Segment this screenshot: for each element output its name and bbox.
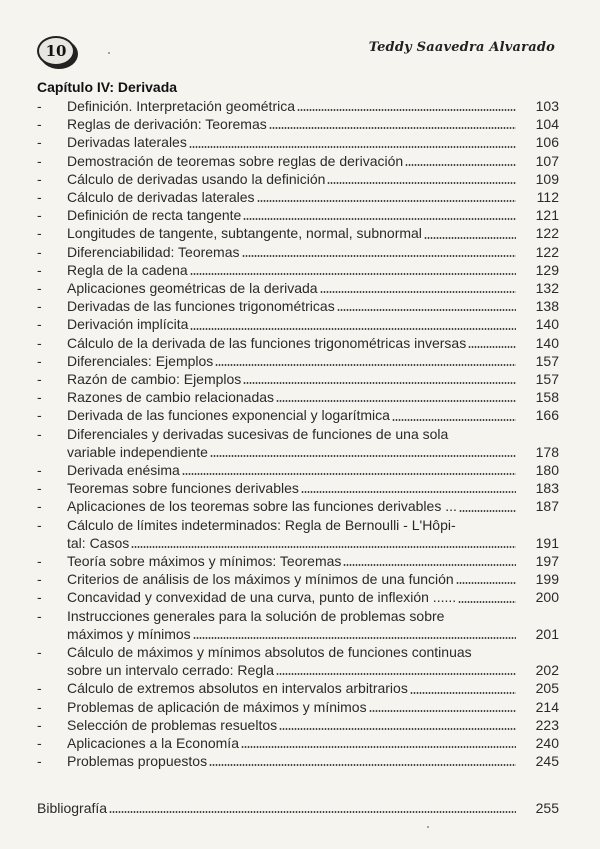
toc-entry-page: 202 [535, 662, 559, 679]
toc-entry-title: Razones de cambio relacionadas [67, 389, 275, 406]
toc-entry [37, 388, 559, 406]
toc-entry [37, 352, 559, 370]
toc-entry [37, 261, 559, 279]
toc-entry-title: Cálculo de máximos y mínimos absolutos de funciones continuas [67, 643, 472, 660]
toc-entry-title: Selección de problemas resueltos [67, 716, 278, 733]
page-number-badge [37, 36, 75, 66]
toc-entry [37, 607, 559, 643]
toc-entry [37, 206, 559, 224]
toc-entry-page: 187 [535, 498, 559, 515]
toc-entry-title: Aplicaciones geométricas de la derivada [67, 280, 318, 297]
bullet-dash: - [37, 644, 42, 660]
dot-leader [456, 582, 516, 584]
dot-leader [276, 673, 516, 675]
toc-entry-page: 106 [535, 134, 559, 151]
bullet-dash: - [37, 389, 42, 406]
toc-entry-page: 104 [535, 116, 559, 133]
dot-leader [241, 746, 516, 748]
dot-leader [131, 546, 516, 548]
bullet-dash: - [37, 734, 42, 751]
dot-leader [190, 328, 516, 330]
bullet-dash: - [37, 371, 42, 388]
bullet-dash: - [37, 316, 42, 333]
bullet-dash: - [37, 698, 42, 715]
page-number: 10 [45, 42, 67, 60]
toc-entry-title: Cálculo de derivadas usando la definición [67, 170, 326, 187]
toc-entry-page: 199 [535, 571, 559, 588]
dot-leader [279, 728, 516, 730]
toc-entry [37, 643, 559, 679]
toc-entry-title: Aplicaciones a la Economía [67, 734, 239, 751]
toc-entry-title: Definición de recta tangente [67, 207, 242, 224]
bullet-dash: - [37, 280, 42, 297]
dot-leader [327, 182, 516, 184]
chapter-title: Capítulo IV: Derivada [37, 79, 178, 95]
toc-entry [37, 315, 559, 333]
bullet-dash: - [37, 753, 42, 770]
dot-leader [343, 564, 516, 566]
bullet-dash: - [37, 553, 42, 570]
toc-entry-title: Derivada de las funciones exponencial y logarítmica [67, 407, 390, 424]
toc-entry-title: Instrucciones generales para la solución de problemas sobre [67, 607, 445, 624]
toc-entry-page: 245 [535, 753, 559, 770]
toc-entry-page: 121 [535, 207, 559, 224]
dot-leader [210, 455, 516, 457]
toc-entry [37, 170, 559, 188]
toc-entry-title: Cálculo de derivadas laterales [67, 189, 255, 205]
toc-entry [37, 716, 559, 734]
toc-entry-page: 178 [535, 443, 559, 460]
toc-entry [37, 570, 559, 588]
toc-entry-title: sobre un intervalo cerrado: Regla [67, 662, 275, 679]
toc-entry-page: 158 [535, 389, 559, 406]
toc-entry-page: 197 [535, 553, 559, 569]
bullet-dash: - [37, 680, 42, 697]
dot-leader [410, 692, 516, 694]
dot-leader [276, 400, 516, 402]
toc-entry [37, 516, 559, 552]
dot-leader [189, 146, 516, 148]
dot-leader [337, 309, 516, 311]
dot-leader [243, 382, 516, 384]
bullet-dash: - [37, 462, 42, 479]
dot-leader [182, 473, 516, 475]
toc-entry-title: Problemas de aplicación de máximos y mínimos [67, 698, 367, 715]
bullet-dash: - [37, 207, 42, 224]
toc-entry-page: 157 [535, 371, 559, 388]
toc-entry [37, 243, 559, 261]
toc-entry-title: Aplicaciones de los teoremas sobre las funciones derivables ... [67, 498, 457, 515]
toc-entry-title: Razón de cambio: Ejemplos [67, 371, 242, 388]
bullet-dash: - [37, 516, 42, 533]
toc-entry-page: 183 [535, 480, 559, 497]
toc-entry [37, 334, 559, 352]
toc-entry-title: Reglas de derivación: Teoremas [67, 116, 267, 133]
dot-leader [257, 200, 516, 202]
toc-entry [37, 497, 559, 515]
dot-leader [193, 637, 516, 639]
toc-entry [37, 461, 559, 479]
paper-speck [427, 826, 429, 828]
toc-entry-title: variable independiente [67, 443, 208, 460]
toc-entry-page: 214 [535, 698, 559, 715]
dot-leader [458, 601, 516, 603]
bullet-dash: - [37, 334, 42, 351]
toc-entry-title: Derivadas de las funciones trigonométricas [67, 298, 335, 315]
bullet-dash: - [37, 498, 42, 515]
toc-entry [37, 97, 559, 115]
toc-entry-title: Diferenciales y derivadas sucesivas de funciones de una sola [67, 425, 449, 442]
dot-leader [405, 164, 516, 166]
toc-entry-title: Derivada enésima [67, 462, 180, 479]
toc-entry-page: 201 [535, 625, 559, 642]
author-name: Teddy Saavedra Alvarado [368, 40, 555, 55]
dot-leader [109, 811, 516, 813]
toc-entry-title: Cálculo de la derivada de las funciones trigonométricas inversas [67, 334, 467, 351]
bullet-dash: - [37, 571, 42, 588]
toc-entry-title: Criterios de análisis de los máximos y mínimos de una función [67, 571, 454, 588]
toc-entry [37, 752, 559, 770]
paper-speck [108, 52, 110, 54]
toc-entry-page: 240 [535, 734, 559, 751]
toc-entry-page: 166 [535, 407, 559, 424]
bibliography-entry [37, 799, 559, 817]
toc-entry-page: 112 [536, 189, 559, 205]
toc-entry-title: Demostración de teoremas sobre reglas de derivación [67, 152, 404, 169]
bullet-dash: - [37, 589, 42, 606]
toc-entry-title: Concavidad y convexidad de una curva, punto de inflexión ...... [67, 589, 457, 606]
toc-entry-page: 140 [535, 316, 559, 333]
toc-entry-title: máximos y mínimos [67, 625, 191, 642]
toc-entry [37, 425, 559, 461]
toc-entry [37, 133, 559, 151]
dot-leader [209, 764, 516, 766]
bullet-dash: - [37, 134, 42, 151]
toc-entry-page: 180 [535, 462, 559, 479]
toc-entry-page: 103 [535, 97, 559, 114]
dot-leader [297, 109, 516, 111]
toc-entry-page: 109 [535, 170, 559, 187]
toc-entry-page: 205 [535, 680, 559, 697]
bullet-dash: - [37, 298, 42, 315]
bullet-dash: - [37, 152, 42, 169]
bullet-dash: - [37, 425, 42, 442]
toc-entry-page: 157 [535, 352, 559, 369]
toc-entry-title: Teoría sobre máximos y mínimos: Teoremas [67, 553, 342, 569]
bullet-dash: - [37, 407, 42, 424]
toc-entry-title: Derivadas laterales [67, 134, 187, 151]
bibliography-label: Bibliografía [37, 799, 108, 816]
dot-leader [301, 491, 516, 493]
bullet-dash: - [37, 116, 42, 133]
dot-leader [320, 291, 516, 293]
toc-entry-title: Longitudes de tangente, subtangente, normal, subnormal [67, 225, 422, 242]
toc-entry [37, 679, 559, 697]
bullet-dash: - [37, 716, 42, 733]
bullet-dash: - [37, 98, 42, 114]
toc-entry [37, 698, 559, 716]
dot-leader [243, 218, 516, 220]
toc-entry [37, 115, 559, 133]
toc-entry-title: Cálculo de límites indeterminados: Regla de Bernoulli - L'Hôpi- [67, 516, 456, 533]
toc-entry [37, 297, 559, 315]
toc-entry-page: 107 [535, 152, 559, 169]
dot-leader [459, 510, 516, 512]
bullet-dash: - [37, 243, 42, 260]
toc-entry-title: Regla de la cadena [67, 261, 188, 278]
toc-entry [37, 370, 559, 388]
toc-entry [37, 588, 559, 606]
dot-leader [468, 346, 516, 348]
bullet-dash: - [37, 225, 42, 242]
toc-entry-page: 122 [535, 225, 559, 242]
bullet-dash: - [37, 352, 42, 369]
toc-entry-page: 132 [535, 280, 559, 297]
bibliography-page: 255 [535, 799, 559, 816]
toc-entry-title: Teoremas sobre funciones derivables [67, 480, 299, 497]
dot-leader [215, 364, 516, 366]
toc-entry-title: Diferenciabilidad: Teoremas [67, 243, 240, 260]
toc-entry-page: 138 [535, 298, 559, 315]
toc-entry [37, 188, 559, 206]
toc-entry-page: 129 [535, 261, 559, 278]
toc-entry-title: tal: Casos [67, 534, 130, 551]
toc-entry-page: 191 [535, 534, 559, 551]
toc-entry-page: 122 [535, 243, 559, 260]
toc-entry [37, 734, 559, 752]
dot-leader [190, 273, 516, 275]
bullet-dash: - [37, 170, 42, 187]
bullet-dash: - [37, 261, 42, 278]
toc-entry [37, 406, 559, 424]
dot-leader [369, 710, 516, 712]
toc-entry [37, 552, 559, 570]
toc-entry [37, 152, 559, 170]
toc-entry-page: 200 [535, 589, 559, 606]
dot-leader [392, 419, 516, 421]
bullet-dash: - [37, 189, 42, 206]
bullet-dash: - [37, 607, 42, 624]
dot-leader [269, 127, 516, 129]
toc-entry-page: 223 [535, 716, 559, 733]
toc-entry-title: Derivación implícita [67, 316, 189, 333]
dot-leader [424, 237, 516, 239]
bullet-dash: - [37, 480, 42, 497]
toc-entry-title: Diferenciales: Ejemplos [67, 352, 214, 369]
toc-entry [37, 479, 559, 497]
dot-leader [242, 255, 517, 257]
toc-entry-title: Problemas propuestos [67, 753, 208, 770]
toc-entry-title: Cálculo de extremos absolutos en intervalos arbitrarios [67, 680, 408, 697]
toc-entry-title: Definición. Interpretación geométrica [67, 97, 296, 114]
toc-entry-page: 140 [535, 334, 559, 351]
toc-entry [37, 279, 559, 297]
table-of-contents [37, 97, 559, 770]
toc-entry [37, 224, 559, 242]
